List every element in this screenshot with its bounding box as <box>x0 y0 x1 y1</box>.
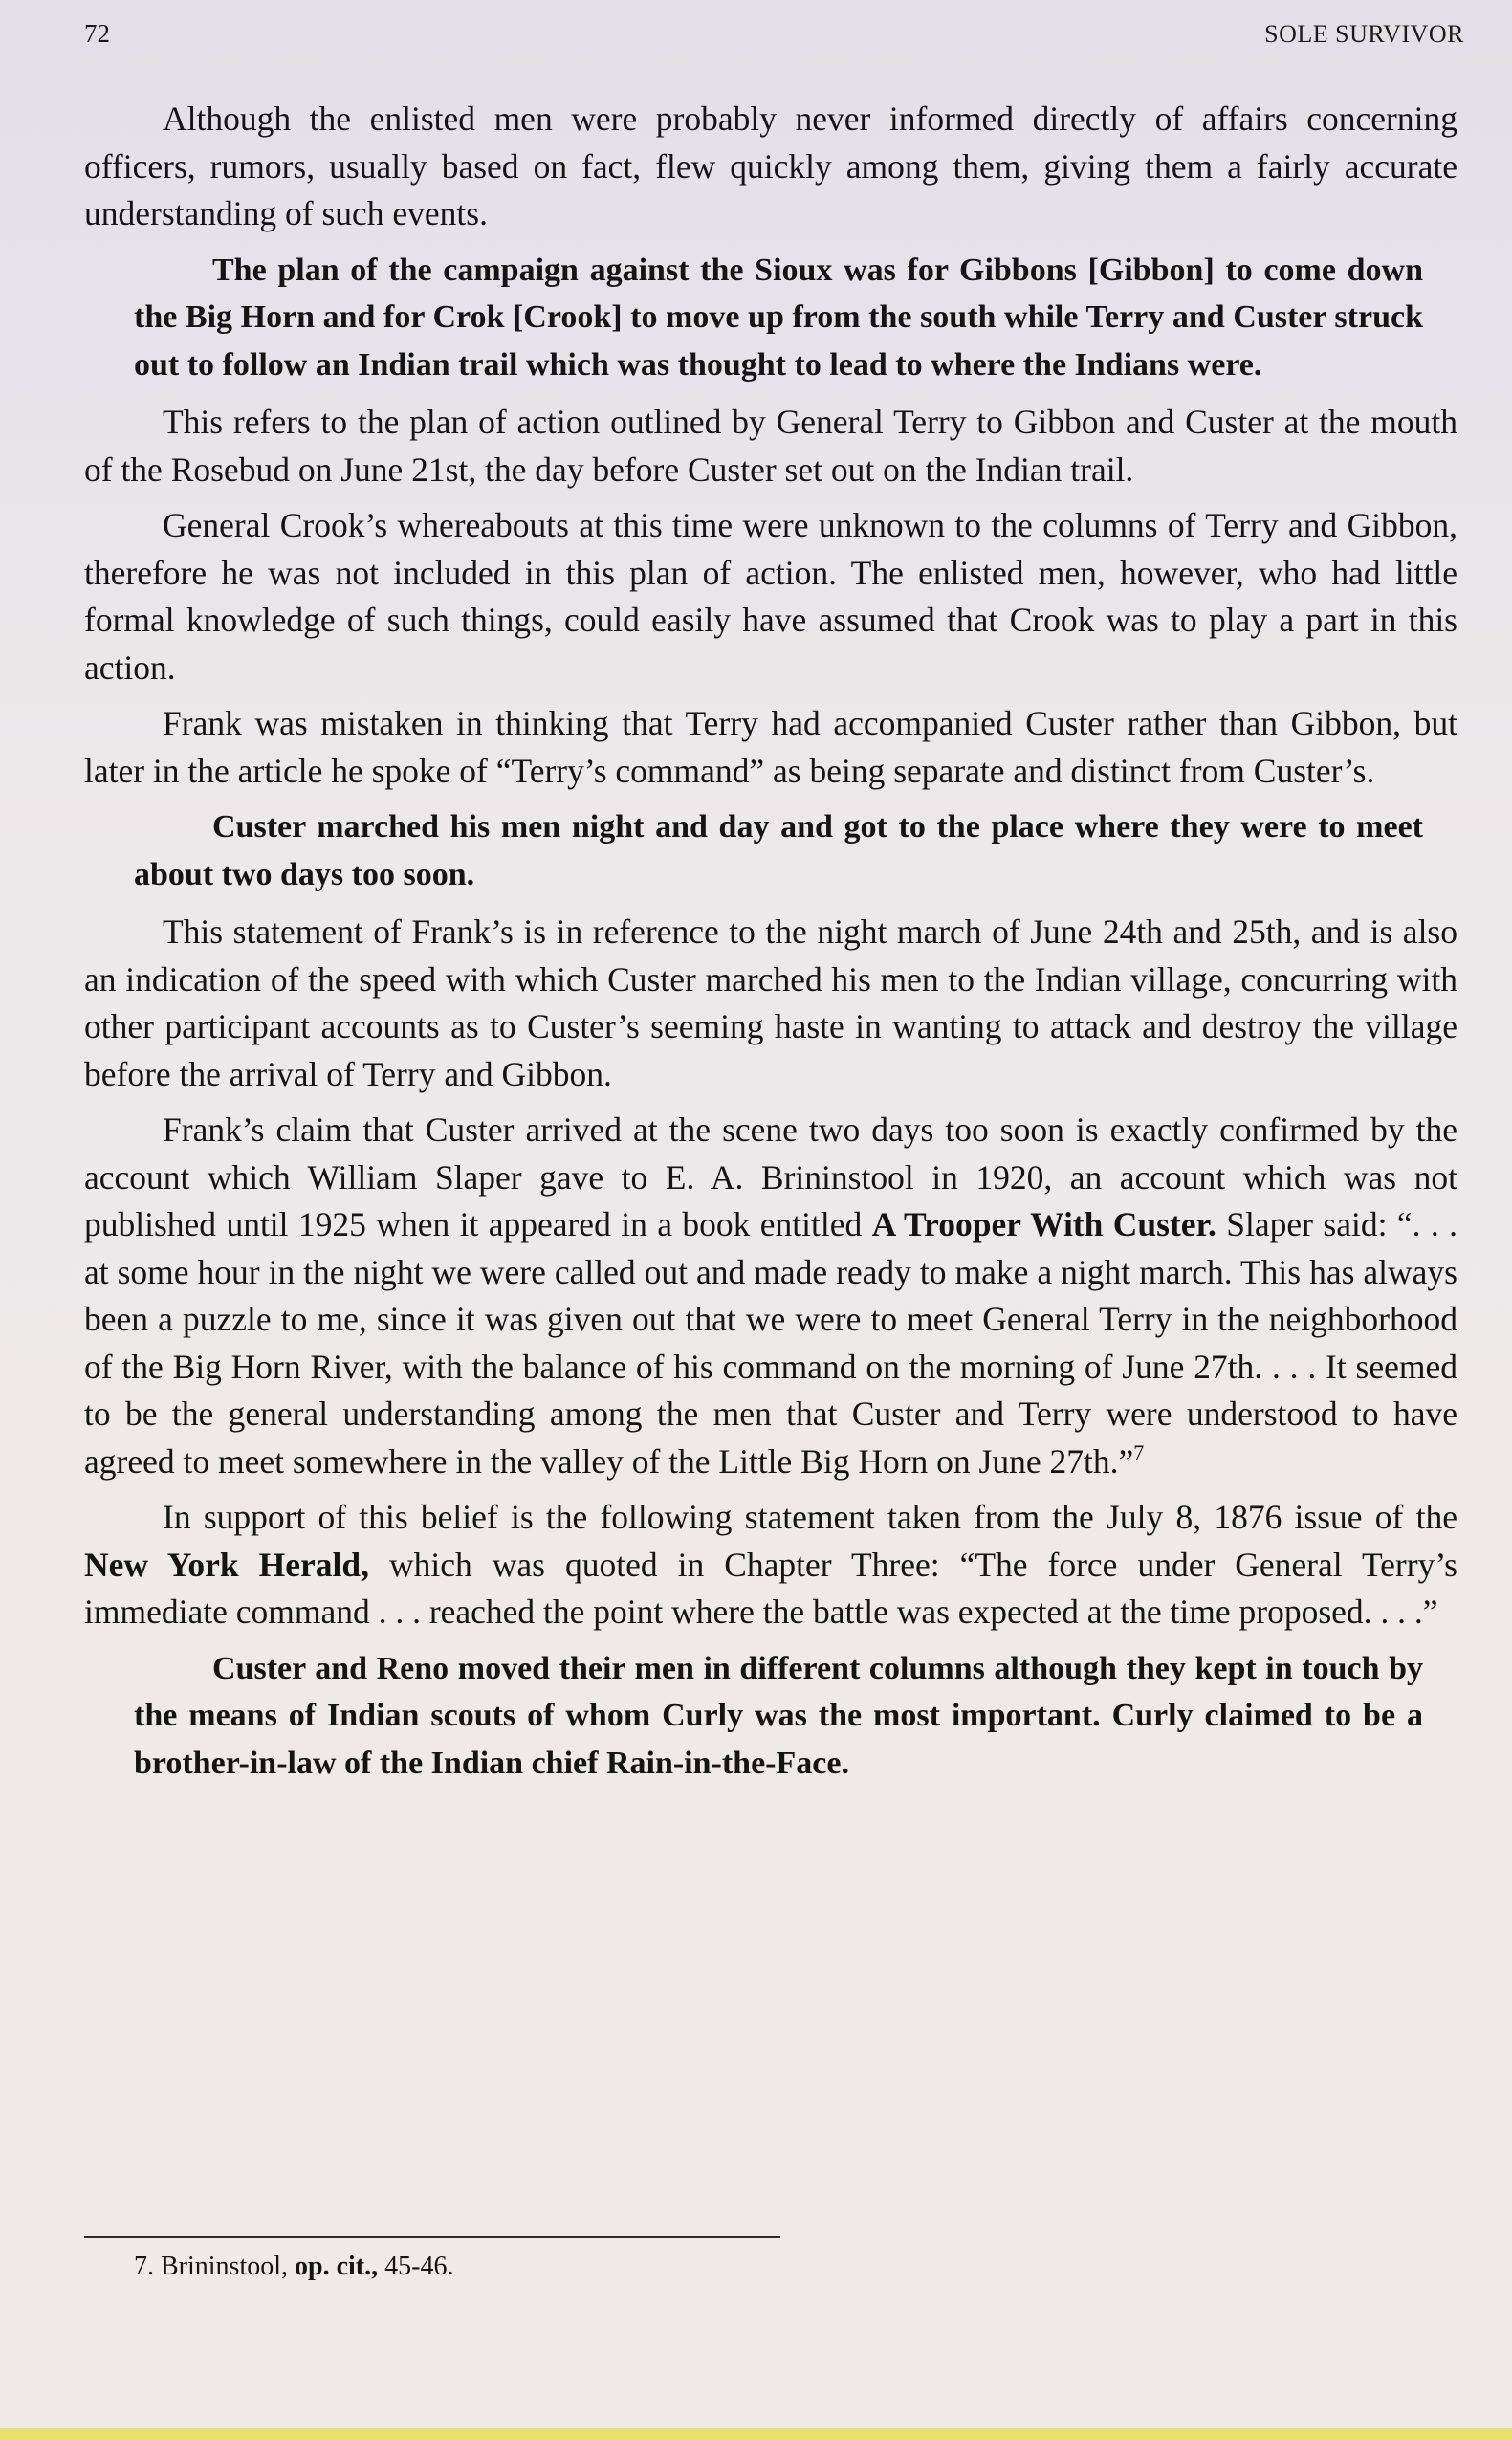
page-body <box>84 96 1457 1797</box>
paragraph-7-text-a: In support of this belief is the following statement taken from the July 8, 1876 issue of the <box>163 1498 1457 1536</box>
footnote-ref: op. cit., <box>295 2252 379 2281</box>
paragraph-6 <box>84 1107 1457 1485</box>
page-edge-band <box>0 2428 1512 2439</box>
footnote-marker: 7 <box>1133 1439 1145 1464</box>
footnote-pages: 45-46. <box>384 2252 454 2281</box>
paragraph-5: This statement of Frank’s is in reference to the night march of June 24th and 25th, and is also an indication of the speed with which Custer marched his men to the Indian village, concurring with other participant accounts as to Custer’s seeming haste in wanting to attack and destroy the village before the arrival of Terry and Gibbon. <box>84 912 1457 1093</box>
quoted-passage-1: The plan of the campaign against the Sioux was for Gibbons [Gibbon] to come down the Big Horn and for Crok [Crook] to move up from the south while Terry and Custer struck out to follow an Indian trail which was thought to lead to where the Indians were. <box>134 252 1423 383</box>
paragraph-6-text-b: Slaper said: “. . . at some hour in the night we were called out and made ready to make a night march. This has always been a puzzle to me, since it was given out that we were to meet General Terry in the neighborhood of the Big Horn River, with the balance of his command on the morning of June 27th. . . . It seemed to be the general understanding among the men that Custer and Terry were understood to have agreed to meet somewhere in the valley of the Little Big Horn on June 27th.” <box>84 1205 1457 1481</box>
footnote-author: Brininstool, <box>161 2252 289 2281</box>
paragraph-4: Frank was mistaken in thinking that Terry had accompanied Custer rather than Gibbon, but later in the article he spoke of “Terry’s command” as being separate and distinct from Custer’s. <box>84 704 1457 790</box>
newspaper-title: New York Herald, <box>84 1545 370 1584</box>
quoted-passage-2: Custer marched his men night and day and got to the place where they were to meet about two days too soon. <box>134 809 1423 892</box>
paragraph-7-text-b: which was quoted in Chapter Three: “The force under General Terry’s immediate command . . . reached the point where the battle was expected at the time proposed. . . .” <box>84 1545 1458 1631</box>
book-title: A Trooper With Custer. <box>871 1205 1216 1243</box>
running-title: SOLE SURVIVOR <box>1264 20 1464 48</box>
paragraph-7 <box>84 1494 1457 1637</box>
footnote <box>134 2250 453 2284</box>
footnote-number: 7. <box>134 2252 154 2281</box>
quoted-passage-3: Custer and Reno moved their men in different columns although they kept in touch by the means of Indian scouts of whom Curly was the most important. Curly claimed to be a brother-in-law of the Indian chief Rain-in-the-Face. <box>134 1650 1423 1781</box>
paragraph-1: Although the enlisted men were probably never informed directly of affairs concerning officers, rumors, usually based on fact, flew quickly among them, giving them a fairly accurate understanding of such events. <box>84 99 1457 232</box>
footnote-divider <box>84 2236 780 2238</box>
paragraph-3: General Crook’s whereabouts at this time were unknown to the columns of Terry and Gibbon, therefore he was not included in this plan of action. The enlisted men, however, who had little formal knowledge of such things, could easily have assumed that Crook was to play a part in this action. <box>84 506 1457 687</box>
paragraph-2: This refers to the plan of action outlined by General Terry to Gibbon and Custer at the mouth of the Rosebud on June 21st, the day before Custer set out on the Indian trail. <box>84 403 1457 489</box>
paragraph-6-text-a: Frank’s claim that Custer arrived at the scene two days too soon is exactly confirmed by the account which William Slaper gave to E. A. Brininstool in 1920, an account which was not published until 1925 when it appeared in a book entitled <box>84 1110 1457 1243</box>
page-number: 72 <box>84 19 110 48</box>
running-head <box>84 19 1464 49</box>
